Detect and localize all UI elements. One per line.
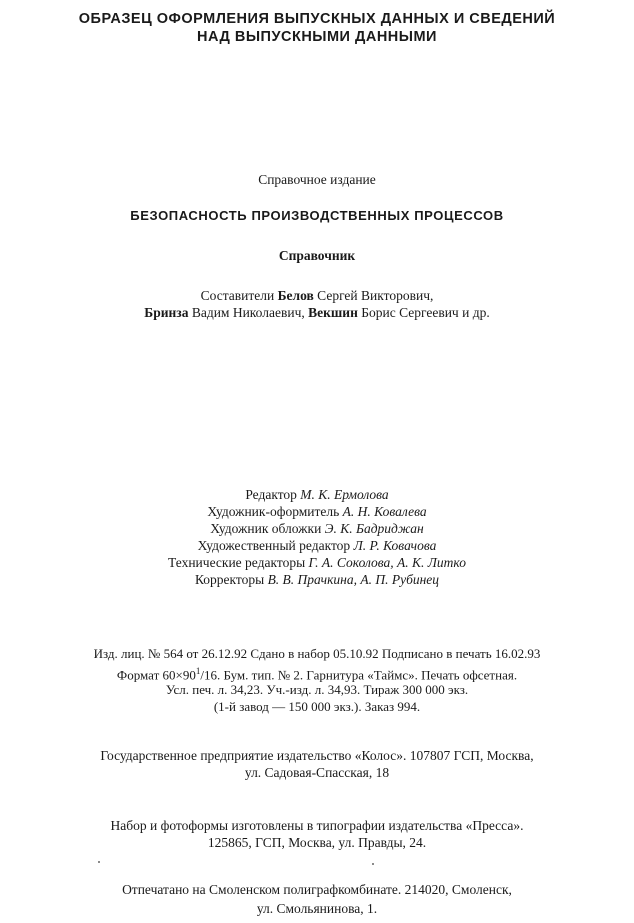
credit-line [0, 503, 634, 521]
imprint-line-3: Усл. печ. л. 34,23. Уч.-изд. л. 34,93. Тираж 300 000 экз. [165, 682, 469, 697]
credit-name: А. Н. Ковалева [342, 504, 427, 519]
imprint-format: Формат 60×90 [116, 667, 196, 683]
compiler-3-name: Борис Сергеевич и др. [361, 305, 490, 320]
credit-role: Художник-оформитель [207, 504, 340, 519]
compiler-1-name: Сергей Викторович, [317, 288, 434, 303]
book-title: БЕЗОПАСНОСТЬ ПРОИЗВОДСТВЕННЫХ ПРОЦЕССОВ [130, 208, 504, 223]
edition-type: Справочное издание [258, 172, 376, 187]
credit-name: Э. К. Бадриджан [324, 521, 424, 536]
credit-line [0, 486, 634, 504]
credit-role: Корректоры [194, 572, 265, 587]
credit-role: Редактор [245, 487, 297, 502]
imprint-format-rest: /16. Бум. тип. № 2. Гарнитура «Таймс». Печать офсетная. [200, 667, 518, 683]
credit-line [0, 554, 634, 572]
compilers-line-1 [0, 287, 634, 305]
typesetting-line-1: Набор и фотоформы изготовлены в типографии издательства «Пресса». [110, 818, 524, 833]
compiler-1-surname: Белов [277, 288, 314, 303]
printer-line-1: Отпечатано на Смоленском полиграфкомбинате. 214020, Смоленск, [122, 882, 512, 897]
credit-role: Художественный редактор [197, 538, 351, 553]
header-line-1: ОБРАЗЕЦ ОФОРМЛЕНИЯ ВЫПУСКНЫХ ДАННЫХ И СВЕДЕНИЙ [78, 11, 556, 27]
book-genre: Справочник [278, 248, 356, 263]
publisher-line-2: ул. Садовая-Спасская, 18 [244, 765, 390, 780]
imprint-line-4: (1-й завод — 150 000 экз.). Заказ 994. [213, 699, 421, 714]
credit-role: Технические редакторы [168, 555, 306, 570]
credit-line [0, 537, 634, 555]
compilers-label: Составители [200, 288, 275, 303]
typesetting-line-2: 125865, ГСП, Москва, ул. Правды, 24. [207, 835, 427, 850]
credit-role: Художник обложки [210, 521, 322, 536]
compilers-line-2 [0, 304, 634, 322]
credit-name: В. В. Прачкина, А. П. Рубинец [267, 572, 440, 587]
compiler-2-name: Вадим Николаевич, [191, 305, 305, 320]
compiler-2-surname: Бринза [144, 305, 189, 320]
scan-speck [98, 861, 100, 863]
credit-name: М. К. Ермолова [300, 487, 389, 502]
credit-name: Л. Р. Ковачова [353, 538, 437, 553]
scan-speck [372, 863, 374, 865]
publisher-line-1: Государственное предприятие издательство «Колос». 107807 ГСП, Москва, [100, 748, 534, 763]
header-line-2: НАД ВЫПУСКНЫМИ ДАННЫМИ [197, 29, 437, 45]
imprint-line-1: Изд. лиц. № 564 от 26.12.92 Сдано в набор 05.10.92 Подписано в печать 16.02.93 [93, 646, 541, 661]
printer-line-2: ул. Смольянинова, 1. [256, 901, 378, 916]
compiler-3-surname: Векшин [308, 305, 358, 320]
credit-name: Г. А. Соколова, А. К. Литко [308, 555, 466, 570]
credit-line [0, 520, 634, 538]
credit-line [0, 571, 634, 589]
imprint-format-sup: 1 [195, 666, 201, 676]
